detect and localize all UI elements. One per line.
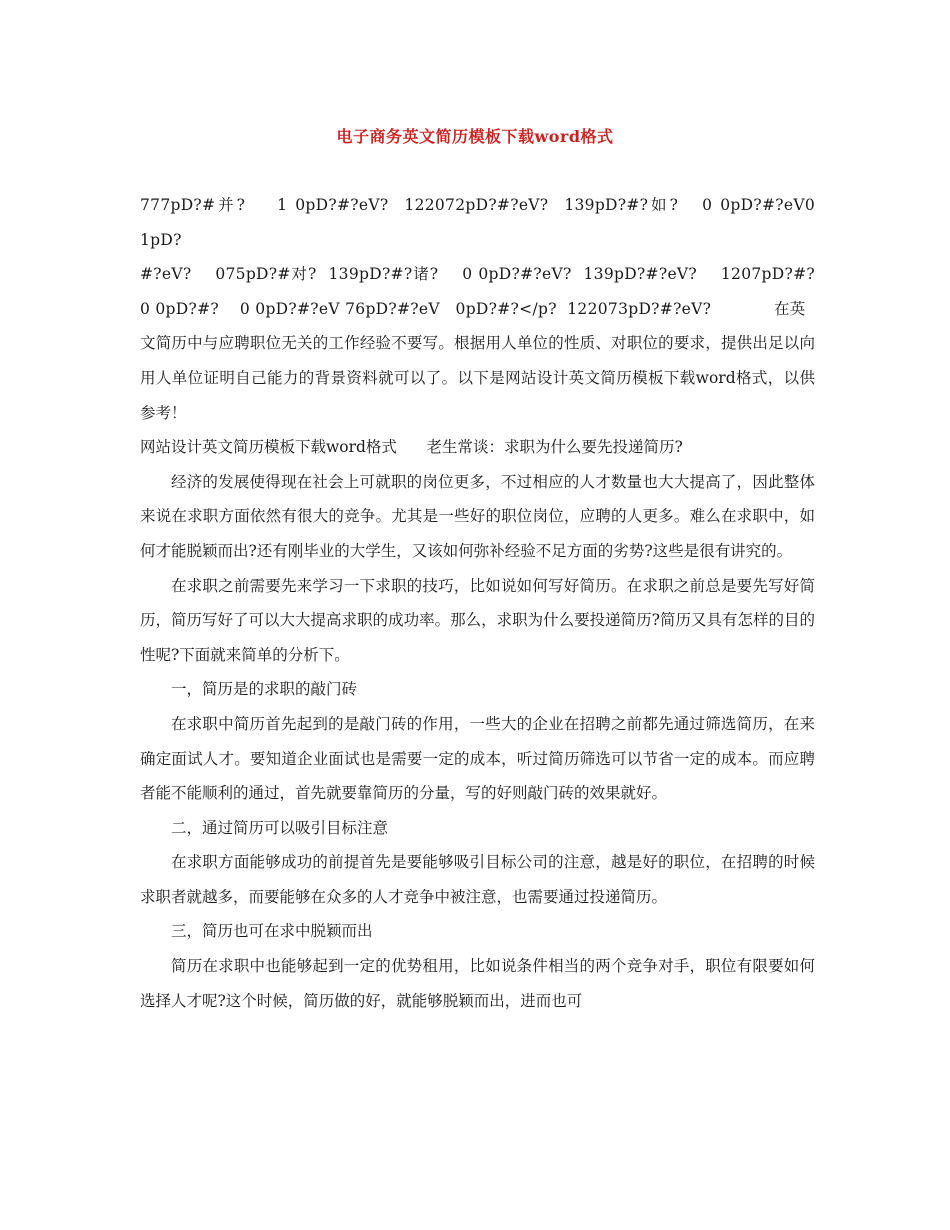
document-title: 电子商务英文简历模板下载word格式	[336, 127, 614, 146]
document-body	[140, 188, 821, 1018]
intro-paragraph: 文简历中与应聘职位无关的工作经验不要写。根据用人单位的性质、对职位的要求，提供出足以向用人单位证明自己能力的背景资料就可以了。以下是网站设计英文简历模板下载word格式，以供参考！	[140, 334, 815, 422]
garbled-line-1: 777pD?#并? 1 0pD?#?eV? 122072pD?#?eV? 139pD?#?如? 0 0pD?#?eV0 1pD?	[140, 196, 821, 249]
paragraph-skills: 在求职之前需要先来学习一下求职的技巧，比如说如何写好简历。在求职之前总是要先写好简历，简历写好了可以大大提高求职的成功率。那么，求职为什么要投递简历?简历又具有怎样的目的性呢?下面就来简单的分析下。	[140, 576, 815, 664]
paragraph-section-2: 在求职方面能够成功的前提首先是要能够吸引目标公司的注意，越是好的职位，在招聘的时候求职者就越多，而要能够在众多的人才竞争中被注意，也需要通过投递简历。	[140, 853, 815, 906]
garbled-line-2: #?eV? 075pD?#对? 139pD?#?诸? 0 0pD?#?eV? 139pD?#?eV? 1207pD?#?	[140, 265, 815, 284]
section-heading-1: 一，简历是的求职的敲门砖	[171, 680, 358, 699]
paragraph-economy: 经济的发展使得现在社会上可就职的岗位更多，不过相应的人才数量也大大提高了，因此整体来说在求职方面依然有很大的竞争。尤其是一些好的职位岗位，应聘的人更多。难么在求职中，如何才能脱颖而出?还有刚毕业的大学生，又该如何弥补经验不足方面的劣势?这些是很有讲究的。	[140, 472, 815, 560]
subtitle-line: 网站设计英文简历模板下载word格式 老生常谈：求职为什么要先投递简历?	[140, 438, 683, 457]
section-heading-2: 二，通过简历可以吸引目标注意	[171, 818, 389, 837]
section-heading-3: 三，简历也可在求中脱颖而出	[171, 922, 373, 941]
paragraph-section-1: 在求职中简历首先起到的是敲门砖的作用，一些大的企业在招聘之前都先通过筛选简历，在来确定面试人才。要知道企业面试也是需要一定的成本，听过简历筛选可以节省一定的成本。而应聘者能不能顺利的通过，首先就要靠简历的分量，写的好则敲门砖的效果就好。	[140, 714, 815, 803]
garbled-line-3: 0 0pD?#? 0 0pD?#?eV 76pD?#?eV 0pD?#?</p? 122073pD?#?eV? 在英	[140, 299, 806, 318]
paragraph-section-3: 简历在求职中也能够起到一定的优势租用，比如说条件相当的两个竞争对手，职位有限要如何选择人才呢?这个时候，简历做的好，就能够脱颖而出，进而也可	[140, 957, 815, 1010]
